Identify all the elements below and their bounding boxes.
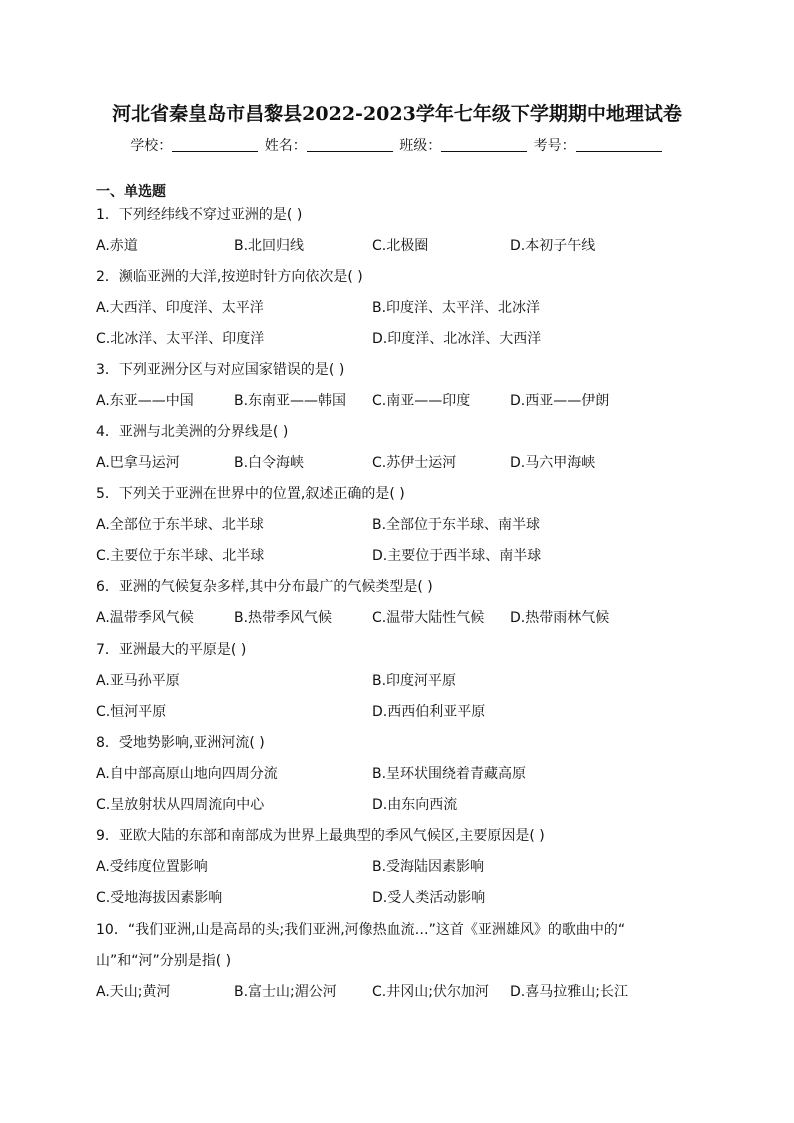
option-b: B.全部位于东半球、南半球 [372,517,541,533]
question-10 [96,918,716,942]
option-a: A.大西洋、印度洋、太平洋 [96,300,264,316]
option-d: D.由东向西流 [372,797,458,813]
option-d: D.喜马拉雅山;长江 [510,984,628,1000]
options-9 [96,855,716,879]
school-label: 学校： [130,138,173,154]
option-c: C.恒河平原 [96,704,167,720]
option-d: D.马六甲海峡 [510,455,596,471]
class-blank [441,137,527,152]
section-heading: 一、单选题 [96,184,166,200]
name-label: 姓名： [264,138,307,154]
option-a: A.受纬度位置影响 [96,859,208,875]
option-c: C.受地海拔因素影响 [96,890,223,906]
option-c: C.南亚——印度 [372,393,471,409]
option-a: A.赤道 [96,238,138,254]
page-title: 河北省秦皇岛市昌黎县2022-2023学年七年级下学期期中地理试卷 [112,103,682,125]
option-c: C.呈放射状从四周流向中心 [96,797,265,813]
question-10-cont [96,949,716,973]
option-b: B.印度河平原 [372,673,457,689]
option-a: A.自中部高原山地向四周分流 [96,766,278,782]
option-c: C.北冰洋、太平洋、印度洋 [96,331,265,347]
option-b: B.印度洋、太平洋、北冰洋 [372,300,541,316]
question-7 [96,638,716,662]
school-blank [172,137,258,152]
question-text: 1．下列经纬线不穿过亚洲的是( ) [96,207,303,223]
option-a: A.亚马孙平原 [96,673,180,689]
exam-no-blank [576,137,662,152]
options-4 [96,451,716,475]
options-9b [96,886,716,910]
question-text: 9．亚欧大陆的东部和南部成为世界上最典型的季风气候区,主要原因是( ) [96,828,545,844]
question-text: 5．下列关于亚洲在世界中的位置,叙述正确的是( ) [96,486,405,502]
option-d: D.主要位于西半球、南半球 [372,548,542,564]
option-d: D.受人类活动影响 [372,890,486,906]
option-a: A.全部位于东半球、北半球 [96,517,264,533]
options-5b [96,544,716,568]
option-c: C.温带大陆性气候 [372,610,485,626]
student-info-line [0,136,794,156]
question-5 [96,482,716,506]
options-2 [96,296,716,320]
question-text: 6．亚洲的气候复杂多样,其中分布最广的气候类型是( ) [96,579,433,595]
option-d: D.西亚——伊朗 [510,393,610,409]
option-c: C.北极圈 [372,238,429,254]
option-b: B.富士山;湄公河 [234,984,337,1000]
option-a: A.巴拿马运河 [96,455,180,471]
options-10 [96,980,716,1004]
options-3 [96,389,716,413]
option-c: C.井冈山;伏尔加河 [372,984,489,1000]
option-a: A.天山;黄河 [96,984,171,1000]
question-4 [96,420,716,444]
question-text: 4．亚洲与北美洲的分界线是( ) [96,424,289,440]
question-text-continued: 山”和“河”分别是指( ) [96,953,232,969]
name-blank [307,137,393,152]
option-b: B.白令海峡 [234,455,305,471]
option-d: D.热带雨林气候 [510,610,610,626]
question-text: 10．“我们亚洲,山是高昂的头;我们亚洲,河像热血流…”这首《亚洲雄风》的歌曲中的“ [96,922,626,938]
option-a: A.东亚——中国 [96,393,194,409]
option-c: C.苏伊士运河 [372,455,457,471]
question-text: 3．下列亚洲分区与对应国家错误的是( ) [96,362,345,378]
options-6 [96,606,716,630]
question-2 [96,265,716,289]
option-d: D.西西伯利亚平原 [372,704,486,720]
option-b: B.东南亚——韩国 [234,393,347,409]
options-8b [96,793,716,817]
options-8 [96,762,716,786]
question-text: 8．受地势影响,亚洲河流( ) [96,735,265,751]
question-8 [96,731,716,755]
option-d: D.印度洋、北冰洋、大西洋 [372,331,542,347]
option-b: B.热带季风气候 [234,610,333,626]
options-5 [96,513,716,537]
options-2b [96,327,716,351]
option-b: B.呈环状围绕着青藏高原 [372,766,527,782]
option-b: B.受海陆因素影响 [372,859,485,875]
question-text: 7．亚洲最大的平原是( ) [96,642,247,658]
exam-no-label: 考号： [533,138,576,154]
question-9 [96,824,716,848]
option-b: B.北回归线 [234,238,305,254]
options-7b [96,700,716,724]
question-6 [96,575,716,599]
question-1 [96,203,716,227]
options-1 [96,234,716,258]
question-text: 2．濒临亚洲的大洋,按逆时针方向依次是( ) [96,269,363,285]
options-7 [96,669,716,693]
class-label: 班级： [399,138,442,154]
option-d: D.本初子午线 [510,238,596,254]
option-a: A.温带季风气候 [96,610,194,626]
question-3 [96,358,716,382]
option-c: C.主要位于东半球、北半球 [96,548,265,564]
